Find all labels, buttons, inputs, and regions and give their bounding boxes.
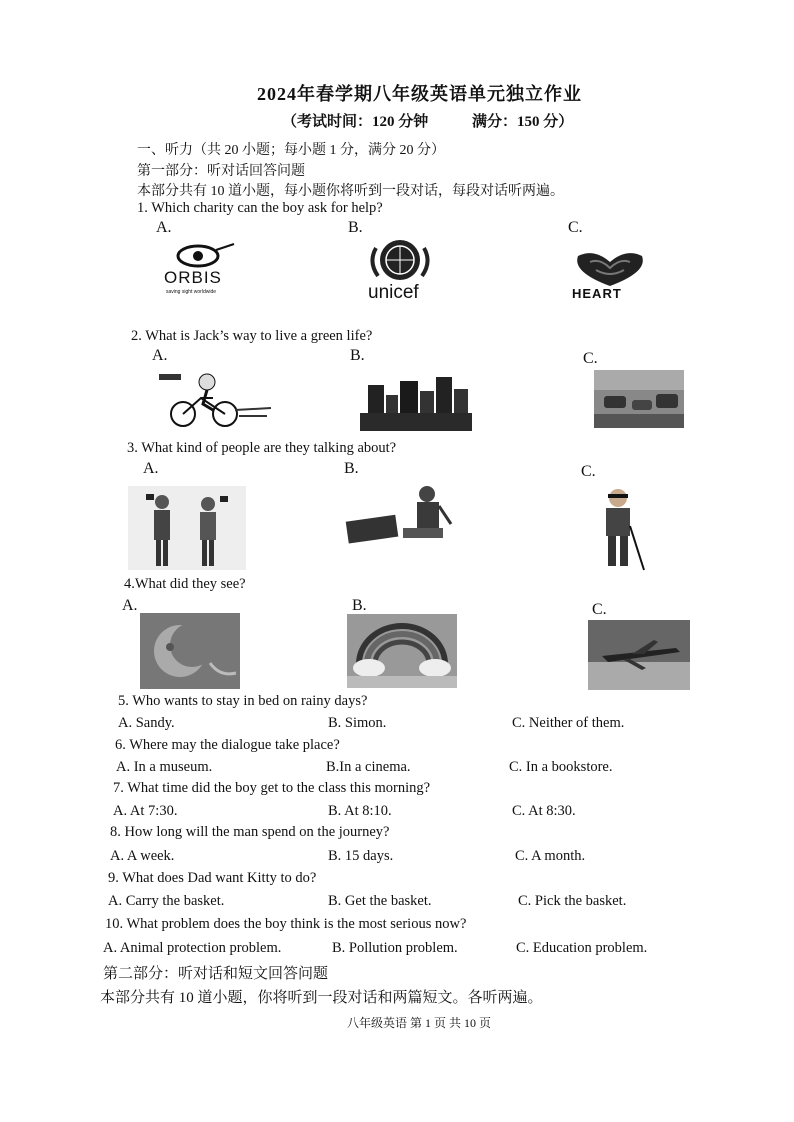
q3-label-c: C. (581, 463, 596, 480)
question-7: 7. What time did the boy get to the class this morning? (113, 780, 431, 796)
heart-logo (570, 250, 652, 306)
question-10: 10. What problem does the boy think is the most serious now? (105, 916, 467, 932)
q2-label-b: B. (350, 347, 365, 364)
orbis-tagline: saving sight worldwide (166, 289, 217, 295)
q9-option-b: B. Get the basket. (328, 893, 432, 909)
q10-option-c: C. Education problem. (516, 940, 648, 956)
question-9: 9. What does Dad want Kitty to do? (108, 870, 317, 886)
section-heading: 一、听力（共 20 小题；每小题 1 分，满分 20 分） (137, 143, 445, 158)
orbis-text: ORBIS (164, 268, 222, 287)
part2-title: 第二部分：听对话和短文回答问题 (103, 966, 329, 982)
part1-desc: 本部分共有 10 道小题，每小题你将听到一段对话，每段对话听两遍。 (137, 184, 564, 199)
part2-desc: 本部分共有 10 道小题，你将听到一段对话和两篇短文。各听两遍。 (100, 990, 543, 1006)
q8-option-a: A. A week. (110, 848, 175, 864)
city-picture (360, 375, 472, 431)
question-6: 6. Where may the dialogue take place? (115, 737, 340, 753)
q10-option-b: B. Pollution problem. (332, 940, 458, 956)
q8-option-c: C. A month. (515, 848, 586, 864)
q5-option-c: C. Neither of them. (512, 715, 625, 731)
q5-option-a: A. Sandy. (118, 715, 175, 731)
rainbow-picture (347, 614, 457, 688)
question-3: 3. What kind of people are they talking about? (127, 440, 397, 456)
q9-option-a: A. Carry the basket. (108, 893, 225, 909)
q1-label-b: B. (348, 219, 363, 236)
question-1: 1. Which charity can the boy ask for help? (137, 200, 383, 216)
orbis-logo (160, 240, 242, 300)
unicef-text: unicef (368, 282, 419, 303)
q10-option-a: A. Animal protection problem. (103, 940, 282, 956)
q7-option-c: C. At 8:30. (512, 803, 576, 819)
cycling-picture (155, 370, 273, 430)
q6-option-b: B.In a cinema. (326, 759, 411, 775)
q8-option-b: B. 15 days. (328, 848, 394, 864)
moon-picture (140, 613, 240, 689)
exam-time: （考试时间：120 分钟 (282, 114, 429, 130)
q6-option-c: C. In a bookstore. (509, 759, 613, 775)
page-title: 2024年春学期八年级英语单元独立作业 (257, 84, 582, 104)
q7-option-a: A. At 7:30. (113, 803, 178, 819)
page-footer: 八年级英语 第 1 页 共 10 页 (347, 1016, 492, 1030)
full-score: 满分：150 分） (472, 114, 574, 130)
traffic-picture (594, 370, 684, 428)
q2-label-a: A. (152, 347, 168, 364)
q2-label-c: C. (583, 350, 598, 367)
part1-title: 第一部分：听对话回答问题 (137, 164, 305, 179)
blind-person-picture (598, 486, 650, 572)
q4-label-b: B. (352, 597, 367, 614)
plane-picture (588, 620, 690, 690)
question-8: 8. How long will the man spend on the journey? (110, 824, 390, 840)
question-2: 2. What is Jack’s way to live a green life? (131, 328, 373, 344)
heart-text: HEART (572, 286, 622, 301)
question-5: 5. Who wants to stay in bed on rainy days? (118, 693, 368, 709)
q9-option-c: C. Pick the basket. (518, 893, 627, 909)
deaf-people-picture (128, 486, 246, 570)
q1-label-c: C. (568, 219, 583, 236)
q4-label-c: C. (592, 601, 607, 618)
q3-label-b: B. (344, 460, 359, 477)
q3-label-a: A. (143, 460, 159, 477)
wheelchair-picture (343, 484, 461, 556)
q5-option-b: B. Simon. (328, 715, 387, 731)
q1-label-a: A. (156, 219, 172, 236)
q6-option-a: A. In a museum. (116, 759, 213, 775)
q4-label-a: A. (122, 597, 138, 614)
unicef-logo (362, 238, 434, 304)
q7-option-b: B. At 8:10. (328, 803, 392, 819)
question-4: 4.What did they see? (124, 576, 246, 592)
